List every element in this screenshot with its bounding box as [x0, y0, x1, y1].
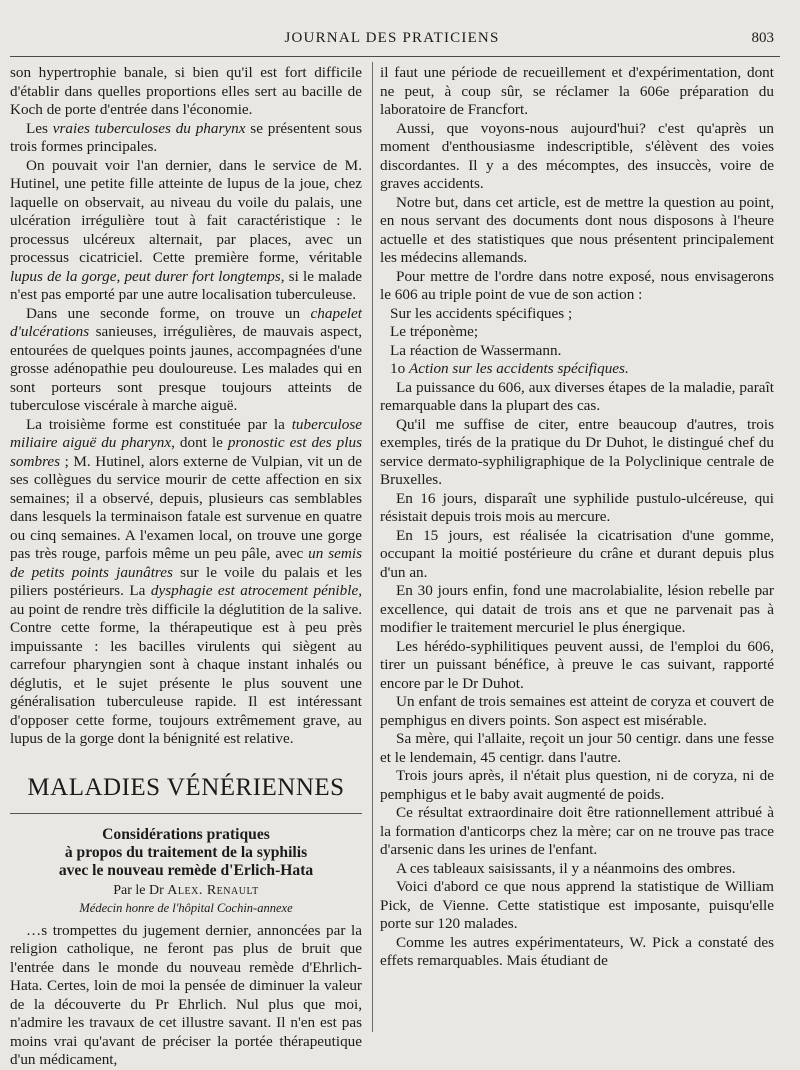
author-name: Alex. Renault — [167, 882, 259, 898]
paragraph: Qu'il me suffise de citer, entre beaucoup d'autres, trois exemples, tirés de la pratique du Dr Duhot, le distingué chef du service dermato-syphiligraphique de la Polyclinique centrale de Bruxelles. — [380, 415, 774, 488]
section-title: MALADIES VÉNÉRIENNES — [27, 773, 345, 801]
paragraph: Sa mère, qui l'allaite, reçoit un jour 50 centigr. dans une fesse et le lendemain, 45 centigr. dans l'autre. — [380, 730, 774, 766]
paragraph: Aussi, que voyons-nous aujourd'hui? c'est qu'après un moment d'enthousiasme indescriptible, s'élèvent des voies discordantes. Il y a des mécomptes, des insuccès, voire de graves accidents. — [380, 119, 774, 192]
paragraph: Voici d'abord ce que nous apprend la statistique de William Pick, de Vienne. Cette statistique est imposante, puisqu'elle porte sur 120 malades. — [380, 878, 774, 932]
author-affiliation: Médecin honre de l'hôpital Cochin-annexe — [79, 900, 293, 915]
paragraph: La puissance du 606, aux diverses étapes de la maladie, paraît remarquable dans la plupart des cas. — [380, 378, 774, 414]
right-column — [380, 64, 774, 971]
paragraph: Notre but, dans cet article, est de mettre la question au point, en nous servant des documents dont nous disposons à l'heure actuelle et des statistiques que nous présentent principalement les médecins allemands. — [380, 193, 774, 266]
page-header — [10, 30, 774, 52]
paragraph: Ce résultat extraordinaire doit être rationnellement attribué à la formation d'anticorps chez la mère; car on ne trouve pas trace d'arsenic dans les urines de l'enfant. — [380, 804, 774, 858]
column-divider — [372, 62, 373, 1032]
paragraph: son hypertrophie banale, si bien qu'il est fort difficile d'établir dans quelles proportions elles sert au bacille de Koch de porte d'entrée dans l'économie. — [10, 64, 362, 118]
paragraph: Trois jours après, il n'était plus question, ni de coryza, ni de pemphigus et le baby avait augmenté de poids. — [380, 767, 774, 803]
list-item: Sur les accidents spécifiques ; — [390, 304, 573, 322]
paragraph: En 16 jours, disparaît une syphilide pustulo-ulcéreuse, qui résistait depuis trois mois au mercure. — [380, 489, 774, 525]
paragraph: …s trompettes du jugement dernier, annoncées par la religion catholique, ne feront pas plus de bruit que l'entrée dans le monde du nouveau remède d'Ehrlich-Hata. Certes, loin de moi la pensée de diminuer la valeur de la découverte du Pr Ehrlich. Nul plus que moi, n'admire les travaux de cet illustre savant. Il n'en est pas moins vrai qu'avant de préciser la portée thérapeutique d'un médicament, — [10, 921, 362, 1068]
paragraph: Les vraies tuberculoses du pharynx se présentent sous trois formes principales. — [10, 119, 362, 155]
paragraph: La troisième forme est constituée par la tuberculose miliaire aiguë du pharynx, dont le pronostic est des plus sombres ; M. Hutinel, alors externe de Vulpian, vit un de ses collègues du service mourir de cette affection en six semaines; il a observé, depuis, plusieurs cas semblables dans lesquels la terminaison fatale est survenue en quatre ou cinq semaines. A l'examen local, on trouve une gorge pas très rouge, parfois même un peu pâle, avec un semis de petits points jaunâtres sur le voile du palais et les piliers postérieurs. La dysphagie est atrocement pénible, au point de rendre très difficile la déglutition de la salive. Contre cette forme, la thérapeutique est à peu près impuissante : les bacilles virulents qui siègent au carrefour pharyngien sont à chaque instant inhalés ou déglutis, et le sujet présente le plus souvent une généralisation tuberculeuse rapide. Il est intéressant d'opposer cette forme, toujours extrêmement grave, au lupus de la gorge dont la bénignité est relative. — [10, 415, 362, 747]
paragraph: A ces tableaux saisissants, il y a néanmoins des ombres. — [396, 859, 736, 877]
byline: Par le Dr Alex. Renault — [113, 882, 259, 898]
paragraph: Les hérédo-syphilitiques peuvent aussi, de l'emploi du 606, tirer un puissant bénéfice, à preuve le cas suivant, rapporté encore par le Dr Duhot. — [380, 637, 774, 692]
journal-title: JOURNAL DES PRATICIENS — [284, 30, 500, 46]
header-rule — [10, 56, 780, 57]
paragraph: En 30 jours enfin, fond une macrolabialite, lésion rebelle par excellence, qui datait de trois ans et que ne parvenait pas à modifier le traitement mercuriel le plus énergique. — [380, 582, 774, 636]
left-column — [10, 64, 362, 1070]
paragraph: On pouvait voir l'an dernier, dans le service de M. Hutinel, une petite fille atteinte de lupus de la joue, chez laquelle on observait, au niveau du voile du palais, une ulcération irrégulière tout à fait caractéristique : le processus ulcéreux alternait, par places, avec un processus cicatriciel. Cette première forme, véritable lupus de la gorge, peut durer fort longtemps, si le malade n'est pas emporté par une autre localisation tuberculeuse. — [10, 156, 362, 303]
page-number: 803 — [751, 30, 774, 46]
list-item: Le tréponème; — [390, 323, 479, 340]
paragraph: Comme les autres expérimentateurs, W. Pick a constaté des effets remarquables. Mais étudiant de — [380, 933, 774, 969]
paragraph: Pour mettre de l'ordre dans notre exposé, nous envisagerons le 606 au triple point de vue de son action : — [380, 267, 774, 303]
article-title: Considérations pratiques à propos du traitement de la syphilis avec le nouveau remède d'Erlich-Hata — [58, 825, 314, 879]
list-item: La réaction de Wassermann. — [390, 341, 562, 359]
section-rule — [10, 813, 362, 814]
paragraph: Dans une seconde forme, on trouve un chapelet d'ulcérations sanieuses, irrégulières, de mauvais aspect, entourées de quelques points jaunes, accompagnées d'une grosse adénopathie peu douloureuse. Les malades qui en sont porteurs sont presque toujours atteints de tuberculose viscérale à marche aiguë. — [10, 304, 362, 414]
subheading: 1o Action sur les accidents spécifiques. — [390, 360, 629, 377]
paragraph: il faut une période de recueillement et d'expérimentation, dont ne peut, à coup sûr, se réclamer la 606e préparation du laboratoire de Francfort. — [380, 64, 774, 118]
paragraph: En 15 jours, est réalisée la cicatrisation d'une gomme, occupant la moitié postérieure du crâne et durant depuis plus d'un an. — [380, 526, 774, 581]
paragraph: Un enfant de trois semaines est atteint de coryza et couvert de pemphigus en divers points. Son aspect est misérable. — [380, 693, 774, 729]
